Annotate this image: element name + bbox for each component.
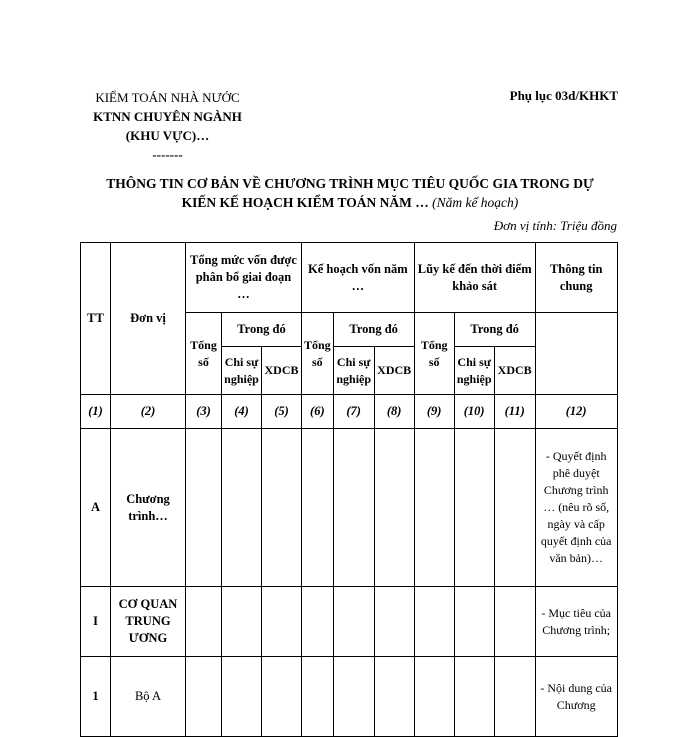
header-trong-do: Trong đó	[333, 313, 414, 347]
column-number: (7)	[333, 395, 374, 429]
column-number: (2)	[111, 395, 186, 429]
table-cell	[374, 587, 414, 657]
table-row	[81, 429, 618, 587]
column-number: (12)	[535, 395, 617, 429]
table-cell	[333, 657, 374, 737]
header-tong-muc-von: Tổng mức vốn được phân bổ giai đoạn …	[186, 243, 302, 313]
table-cell	[454, 657, 494, 737]
table-cell	[186, 429, 222, 587]
header-trong-do: Trong đó	[454, 313, 535, 347]
title-line-1: THÔNG TIN CƠ BẢN VỀ CHƯƠNG TRÌNH MỤC TIÊU QUỐC GIA TRONG DỰ	[106, 176, 594, 191]
header-row-1	[81, 243, 618, 313]
row-unit-name: Chương trình…	[111, 429, 186, 587]
header-chi-su-nghiep: Chi sự nghiệp	[454, 347, 494, 395]
column-number: (4)	[222, 395, 262, 429]
column-number: (3)	[186, 395, 222, 429]
table-cell	[222, 657, 262, 737]
table-cell	[302, 657, 334, 737]
table-cell	[414, 429, 454, 587]
header-xdcb: XDCB	[494, 347, 535, 395]
column-number: (5)	[262, 395, 302, 429]
table-cell	[494, 587, 535, 657]
table-cell	[414, 587, 454, 657]
column-number: (1)	[81, 395, 111, 429]
header-xdcb: XDCB	[374, 347, 414, 395]
column-number: (11)	[494, 395, 535, 429]
title-line-2	[70, 193, 630, 212]
issuing-organization	[80, 88, 255, 164]
header-thong-tin-chung: Thông tin chung	[535, 243, 617, 313]
table-cell	[186, 587, 222, 657]
table-row	[81, 587, 618, 657]
column-number-row	[81, 395, 618, 429]
table-cell	[262, 429, 302, 587]
table-cell	[222, 429, 262, 587]
row-tt: 1	[81, 657, 111, 737]
header-trong-do: Trong đó	[222, 313, 302, 347]
header-ke-hoach-von: Kế hoạch vốn năm …	[302, 243, 415, 313]
table-cell	[302, 429, 334, 587]
header-chi-su-nghiep: Chi sự nghiệp	[333, 347, 374, 395]
column-number: (9)	[414, 395, 454, 429]
column-number: (8)	[374, 395, 414, 429]
row-tt: A	[81, 429, 111, 587]
header-empty-cell	[535, 313, 617, 395]
header-xdcb: XDCB	[262, 347, 302, 395]
table-cell	[494, 429, 535, 587]
header-luy-ke: Lũy kế đến thời điểm khảo sát	[414, 243, 535, 313]
org-region: (KHU VỰC)…	[125, 128, 210, 143]
table-cell	[374, 429, 414, 587]
org-sub-name: KTNN CHUYÊN NGÀNH	[93, 109, 242, 124]
column-number: (10)	[454, 395, 494, 429]
table-cell	[302, 587, 334, 657]
table-row	[81, 657, 618, 737]
row-unit-name: Bộ A	[111, 657, 186, 737]
table-cell	[333, 587, 374, 657]
table-cell	[454, 587, 494, 657]
row-general-info: - Nội dung của Chương	[535, 657, 617, 737]
org-divider: -------	[152, 147, 183, 162]
table-cell	[222, 587, 262, 657]
title-note: (Năm kế hoạch)	[432, 195, 519, 210]
row-tt: I	[81, 587, 111, 657]
header-tt: TT	[81, 243, 111, 395]
table-cell	[454, 429, 494, 587]
header-chi-su-nghiep: Chi sự nghiệp	[222, 347, 262, 395]
program-info-table	[80, 242, 618, 737]
table-cell	[374, 657, 414, 737]
header-tong-so: Tổng số	[186, 313, 222, 395]
table-cell	[494, 657, 535, 737]
header-tong-so: Tổng số	[414, 313, 454, 395]
unit-label: Đơn vị tính: Triệu đồng	[493, 218, 617, 233]
table-cell	[186, 657, 222, 737]
header-tong-so: Tổng số	[302, 313, 334, 395]
header-don-vi: Đơn vị	[111, 243, 186, 395]
column-number: (6)	[302, 395, 334, 429]
row-general-info: - Mục tiêu của Chương trình;	[535, 587, 617, 657]
org-name: KIỂM TOÁN NHÀ NƯỚC	[95, 90, 240, 105]
table-cell	[262, 657, 302, 737]
appendix-label: Phụ lục 03d/KHKT	[509, 88, 618, 103]
document-title	[70, 174, 630, 212]
title-line-2-text: KIẾN KẾ HOẠCH KIỂM TOÁN NĂM …	[181, 195, 429, 210]
row-general-info: - Quyết định phê duyệt Chương trình … (nêu rõ số, ngày và cấp quyết định của văn bản)…	[535, 429, 617, 587]
row-unit-name: CƠ QUAN TRUNG ƯƠNG	[111, 587, 186, 657]
table-cell	[333, 429, 374, 587]
table-cell	[414, 657, 454, 737]
table-cell	[262, 587, 302, 657]
